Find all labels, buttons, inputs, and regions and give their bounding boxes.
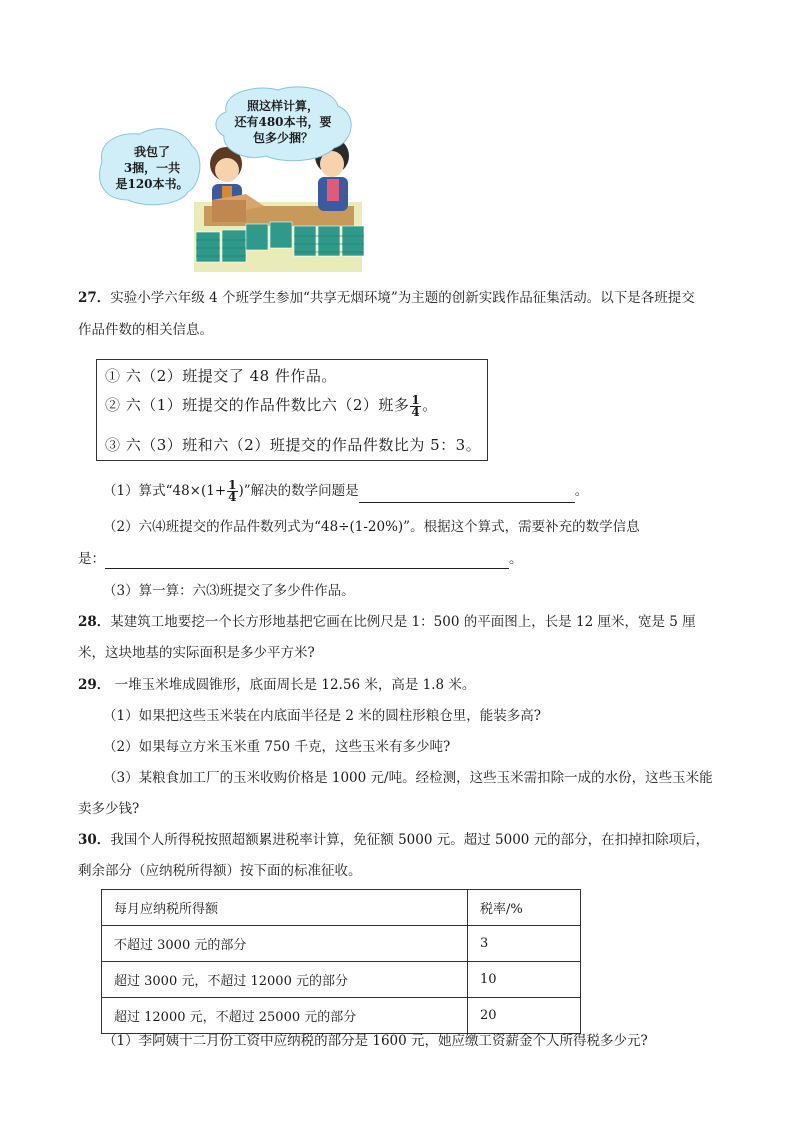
bubble-left-line: 3捆，一共: [123, 161, 181, 175]
table-cell: 超过 3000 元，不超过 12000 元的部分: [102, 962, 468, 998]
fraction-numerator: 1: [411, 392, 421, 407]
table-cell: 20: [468, 998, 581, 1034]
info-row-2: [105, 394, 438, 418]
table-header-cell: 税率/%: [468, 890, 581, 926]
illustration: [96, 84, 396, 274]
q27-line1: [78, 288, 695, 308]
q28-line2: 米，这块地基的实际面积是多少平方米?: [78, 645, 315, 661]
q29-sub3-line2: 卖多少钱?: [78, 801, 140, 817]
q30-number: 30．: [78, 832, 111, 848]
table-row: [102, 998, 581, 1034]
table-row: [102, 962, 581, 998]
q27-number: 27．: [78, 290, 111, 306]
bubble-left-line: 是120本书。: [115, 177, 189, 191]
q27-info-box: [96, 359, 488, 461]
q30-sub1: （1）李阿姨十二月份工资中应纳税的部分是 1600 元，她应缴工资薪金个人所得税多少元?: [103, 1033, 648, 1049]
bubble-right-line: 包多少捆？: [252, 131, 313, 145]
q30-line1: [78, 830, 709, 850]
q29-sub3-line1: （3）某粮食加工厂的玉米收购价格是 1000 元/吨。经检测，这些玉米需扣除一成的水份，这些玉米能: [103, 770, 713, 786]
bubble-right-text: [220, 98, 346, 146]
table-cell: 超过 12000 元，不超过 25000 元的部分: [102, 998, 468, 1034]
table-header-row: [102, 890, 581, 926]
table-row: [102, 926, 581, 962]
q27-sub1: [103, 480, 588, 503]
bubble-right-line: 照这样计算，: [246, 99, 319, 113]
q30-line2: 剩余部分（应纳税所得额）按下面的标准征收。: [78, 863, 362, 879]
q27-sub1-text-after: )”解决的数学问题是: [238, 483, 359, 499]
table-cell: 3: [468, 926, 581, 962]
answer-blank[interactable]: [105, 554, 509, 569]
q27-line2: 作品件数的相关信息。: [78, 322, 213, 338]
answer-blank[interactable]: [359, 488, 575, 503]
q27-sub1-end: 。: [574, 483, 589, 499]
q29-sub2: （2）如果每立方米玉米重 750 千克，这些玉米有多少吨?: [103, 739, 451, 755]
fraction-denominator: 4: [228, 490, 237, 504]
q27-text: 实验小学六年级 4 个班学生参加“共享无烟环境”为主题的创新实践作品征集活动。以下是各班提交: [110, 290, 695, 306]
table-cell: 不超过 3000 元的部分: [102, 926, 468, 962]
q28-number: 28．: [78, 614, 111, 630]
q27-sub1-text: （1）算式“48×(1+: [103, 483, 227, 499]
q29-text: 一堆玉米堆成圆锥形，底面周长是 12.56 米，高是 1.8 米。: [110, 677, 476, 693]
fraction-denominator: 4: [411, 404, 421, 419]
q30-text: 我国个人所得税按照超额累进税率计算，免征额 5000 元。超过 5000 元的部分，在扣掉扣除项后，: [110, 832, 710, 848]
q28-line1: [78, 612, 696, 632]
info-row-2-text: ② 六（1）班提交的作品件数比六（2）班多: [105, 396, 410, 414]
q29-number: 29．: [78, 677, 111, 693]
fraction: [410, 392, 421, 419]
info-row-3: ③ 六（3）班和六（2）班提交的作品件数比为 5：3。: [105, 436, 482, 454]
bubble-right-line: 还有480本书，要: [234, 115, 332, 129]
fraction-numerator: 1: [228, 478, 237, 492]
table-header-cell: 每月应纳税所得额: [102, 890, 468, 926]
info-row-1: ① 六（2）班提交了 48 件作品。: [105, 367, 337, 385]
tax-rate-table: [101, 889, 581, 1034]
q27-sub2-line2: [78, 549, 523, 569]
q28-text: 某建筑工地要挖一个长方形地基把它画在比例尺是 1：500 的平面图上，长是 12 厘米，宽是 5 厘: [110, 614, 696, 630]
q27-sub2-end: 。: [509, 551, 523, 567]
bubble-left-line: 我包了: [133, 145, 170, 159]
fraction: [227, 480, 237, 503]
q27-sub2-line1: （2）六⑷班提交的作品件数列式为“48÷(1-20%)”。根据这个算式，需要补充的数学信息: [103, 519, 640, 535]
info-row-2-end: 。: [422, 396, 438, 414]
q27-sub3: （3）算一算：六⑶班提交了多少件作品。: [103, 583, 355, 599]
q29-line1: [78, 675, 475, 695]
bubble-left-text: [106, 144, 198, 192]
q27-sub2-prefix: 是：: [78, 551, 105, 567]
table-cell: 10: [468, 962, 581, 998]
q29-sub1: （1）如果把这些玉米装在内底面半径是 2 米的圆柱形粮仓里，能装多高?: [103, 708, 541, 724]
